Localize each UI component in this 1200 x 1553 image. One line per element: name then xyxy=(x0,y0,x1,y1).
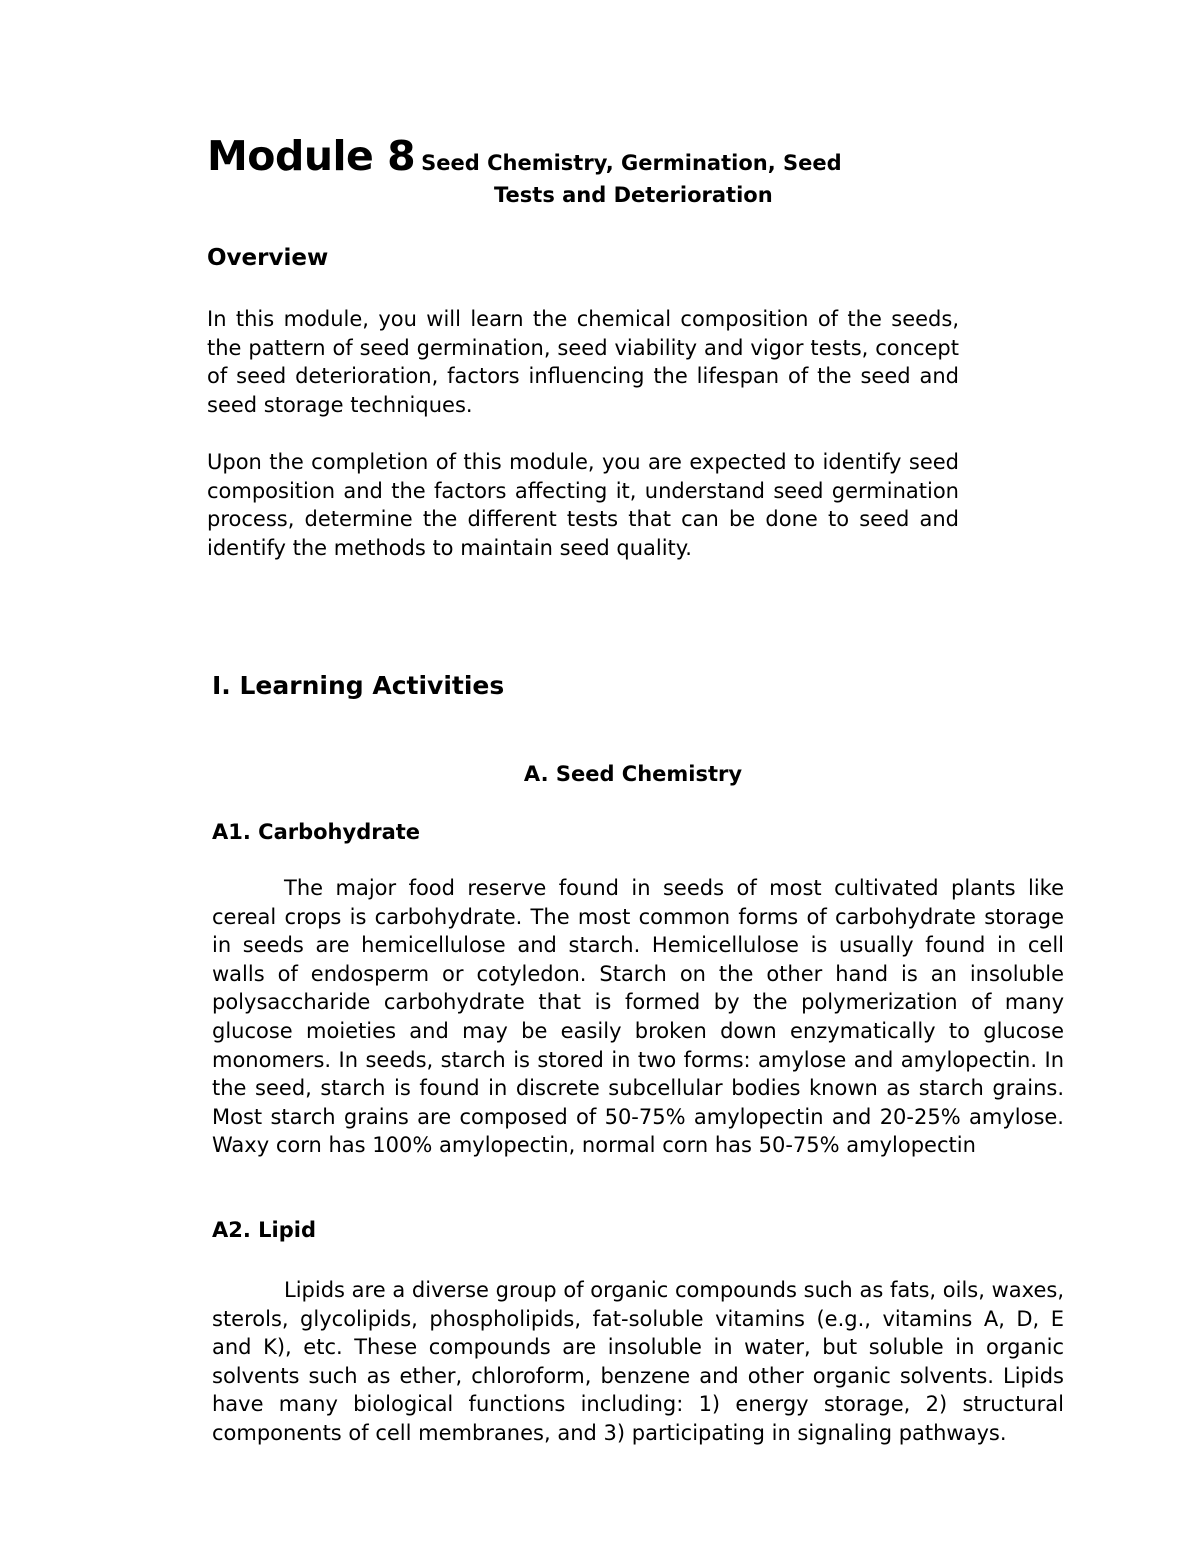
overview-heading: Overview xyxy=(207,245,329,271)
module-title-line2: Tests and Deterioration xyxy=(494,183,773,207)
seed-chemistry-heading: A. Seed Chemistry xyxy=(523,762,743,786)
carbohydrate-heading: A1. Carbohydrate xyxy=(212,820,421,844)
learning-activities-heading: I. Learning Activities xyxy=(212,671,505,700)
module-title xyxy=(207,132,842,180)
module-number: Module 8 xyxy=(207,132,416,180)
module-title-line1: Seed Chemistry, Germination, Seed xyxy=(421,151,842,175)
overview-paragraph-2: Upon the completion of this module, you are expected to identify seed composition and the factors affecting it, understand seed germination process, determine the different tests that can be done to seed and identify the methods to maintain seed quality. xyxy=(207,450,959,560)
lipid-heading: A2. Lipid xyxy=(212,1218,316,1242)
overview-paragraph-1: In this module, you will learn the chemical composition of the seeds, the pattern of seed germination, seed viability and vigor tests, concept of seed deterioration, factors influencing the lifespan of the seed and seed storage techniques. xyxy=(207,307,959,417)
carbohydrate-paragraph: The major food reserve found in seeds of most cultivated plants like cereal crops is carbohydrate. The most common forms of carbohydrate storage in seeds are hemicellulose and starch. Hemicellulose is usually found in cell walls of endosperm or cotyledon. Starch on the other hand is an insoluble polysaccharide carbohydrate that is formed by the polymerization of many glucose moieties and may be easily broken down enzymatically to glucose monomers. In seeds, starch is stored in two forms: amylose and amylopectin. In the seed, starch is found in discrete subcellular bodies known as starch grains. Most starch grains are composed of 50-75% amylopectin and 20-25% amylose. Waxy corn has 100% amylopectin, normal corn has 50-75% amylopectin xyxy=(212,876,1064,1158)
lipid-paragraph: Lipids are a diverse group of organic compounds such as fats, oils, waxes, sterols, glycolipids, phospholipids, fat-soluble vitamins (e.g., vitamins A, D, E and K), etc. These compounds are insoluble in water, but soluble in organic solvents such as ether, chloroform, benzene and other organic solvents. Lipids have many biological functions including: 1) energy storage, 2) structural components of cell membranes, and 3) participating in signaling pathways. xyxy=(212,1278,1064,1445)
